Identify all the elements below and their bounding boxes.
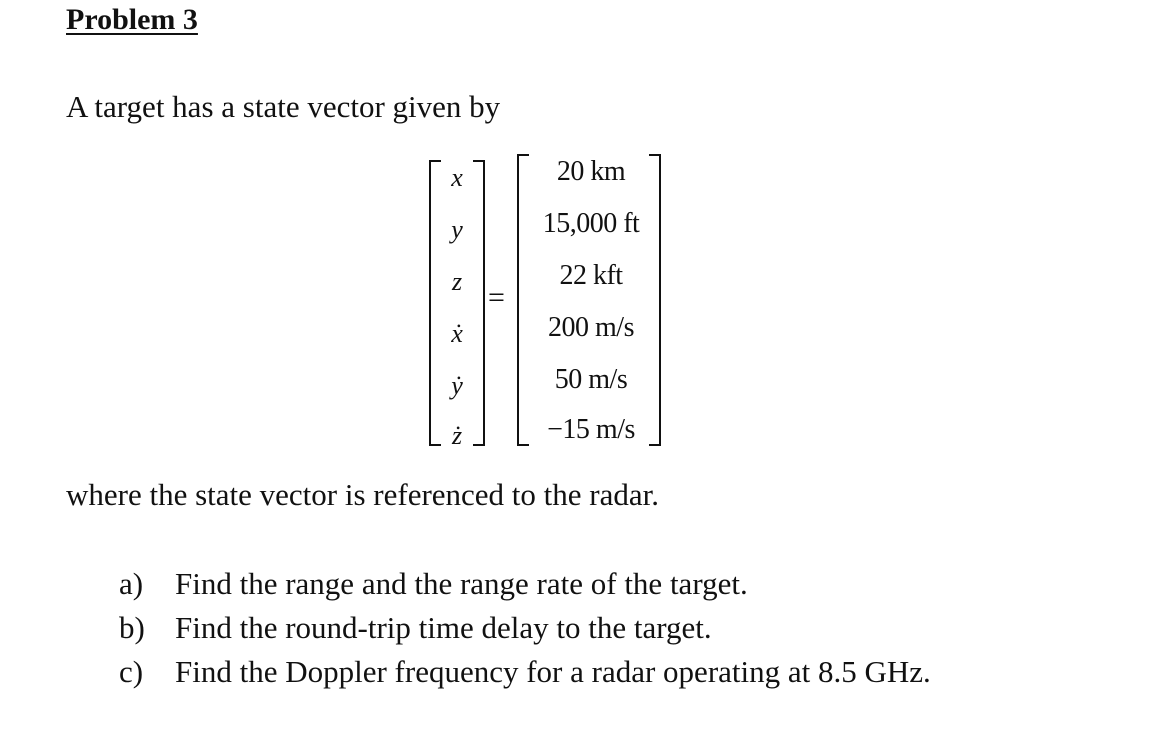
question-text: Find the range and the range rate of the target. xyxy=(175,566,748,601)
question-text: Find the Doppler frequency for a radar operating at 8.5 GHz. xyxy=(175,654,931,689)
value-y: 15,000 ft xyxy=(542,208,640,239)
variable-x-dot: ẋ xyxy=(451,319,463,348)
question-list xyxy=(119,562,931,694)
question-marker: c) xyxy=(119,654,144,689)
question-item-c xyxy=(119,650,931,694)
question-item-a xyxy=(119,562,931,606)
value-x-dot: 200 m/s xyxy=(548,312,634,343)
variable-z-dot: ż xyxy=(451,421,463,450)
value-y-dot: 50 m/s xyxy=(554,364,628,395)
variable-y-dot: ẏ xyxy=(451,371,463,400)
equals-sign: = xyxy=(488,281,505,314)
right-vector-open-bracket xyxy=(517,154,529,446)
question-item-b xyxy=(119,606,931,650)
right-vector-close-bracket xyxy=(649,154,661,446)
intro-text: A target has a state vector given by xyxy=(66,89,501,124)
variable-x: x xyxy=(451,163,463,192)
value-z: 22 kft xyxy=(559,260,623,291)
question-marker: b) xyxy=(119,610,145,645)
outro-text: where the state vector is referenced to the radar. xyxy=(66,477,659,512)
value-z-dot: −15 m/s xyxy=(547,414,635,445)
question-marker: a) xyxy=(119,566,144,601)
variable-y: y xyxy=(451,215,463,244)
problem-title: Problem 3 xyxy=(66,3,198,36)
variable-z: z xyxy=(451,267,463,296)
question-text: Find the round-trip time delay to the target. xyxy=(175,610,712,645)
state-vector-equation xyxy=(425,150,670,450)
value-x: 20 km xyxy=(556,156,626,187)
